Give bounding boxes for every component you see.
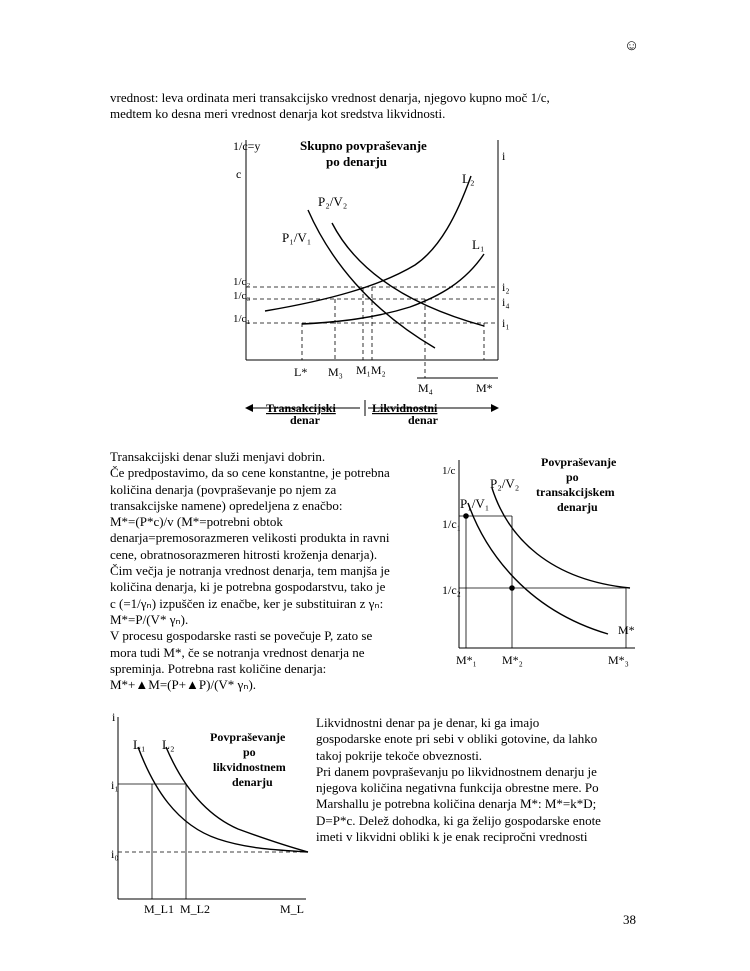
liquidity-money-paragraph <box>316 715 601 845</box>
figure-total-money-demand <box>0 0 750 440</box>
x-label-ml2: M_L2 <box>180 902 210 916</box>
intro-line: medtem ko desna meri vrednost denarja kot sredstva likvidnosti. <box>110 106 446 122</box>
para-line: Če predpostavimo, da so cene konstantne, je potrebna <box>110 465 390 481</box>
para-line: takoj pokrije tekoče obveznosti. <box>316 747 483 763</box>
para-line: Pri danem povpraševanju po likvidnostnem denarju je <box>316 763 597 779</box>
curve-label-l2: L₂ <box>162 737 175 752</box>
curve-p1v1 <box>308 210 435 348</box>
fig2-title: denarju <box>557 500 598 514</box>
para-line: c (=1/γₙ) izpuščen iz enačbe, ker je substituiran z γₙ: <box>110 595 384 611</box>
fig2-title: Povpraševanje <box>541 455 617 469</box>
para-line: Likvidnostni denar pa je denar, ki ga imajo <box>316 715 540 730</box>
fig3-title: denarju <box>232 775 273 789</box>
label-i4: i₄ <box>502 295 510 309</box>
fig1-title: po denarju <box>326 154 388 169</box>
label-1c2: 1/c₂ <box>233 276 251 288</box>
label-i1: i₁ <box>111 778 119 792</box>
fig2-title: transakcijskem <box>536 485 615 499</box>
liquidity-money-label: denar <box>408 413 438 427</box>
curve-p1v1 <box>468 503 608 634</box>
para-line: Transakcijski denar služi menjavi dobrin. <box>110 449 326 464</box>
y-left-label: 1/c=y <box>233 139 261 153</box>
curve-label-p2v2: P₂/V₂ <box>490 476 520 491</box>
curve-l1 <box>302 254 484 324</box>
label-1c3: 1/c₃ <box>233 290 251 302</box>
para-line: D=P*c. Delež dohodka, ki ga želijo gospodarske enote <box>316 812 601 828</box>
x-label-m1m2: M₁M₂ <box>356 363 386 377</box>
label-i1: i₁ <box>502 316 510 330</box>
para-line: M*+▲M=(P+▲P)/(V* γₙ). <box>110 677 257 693</box>
page-number: 38 <box>623 912 636 927</box>
x-label-m2: M*₂ <box>502 653 523 667</box>
curve-label-p2v2: P₂/V₂ <box>318 194 348 209</box>
label-1c1: 1/c₁ <box>233 313 251 325</box>
y-label: 1/c <box>442 465 456 477</box>
y-right-label: i <box>502 149 506 163</box>
x-label-ml1: M_L1 <box>144 902 174 916</box>
point-marker <box>509 585 515 591</box>
transaction-money-label: Transakcijski <box>266 401 336 415</box>
liquidity-money-label: Likvidnostni <box>372 401 438 415</box>
figure-liquidity-demand <box>108 707 318 929</box>
para-line: količina denarja, ki je potrebna gospodarstvu, tako je <box>110 579 386 595</box>
curve-label-l2: L₂ <box>462 171 475 186</box>
para-line: spreminja. Potrebna rast količine denarja: <box>110 660 327 676</box>
label-1c2: 1/c₂ <box>442 583 461 597</box>
figure-transaction-demand <box>430 448 650 680</box>
para-line: gospodarske enote pri sebi v obliki gotovine, da lahko <box>316 731 598 747</box>
fig3-title: po <box>243 745 256 759</box>
curve-label-l1: L₁ <box>133 737 146 752</box>
transaction-money-label: denar <box>290 413 320 427</box>
para-line: denarja=premosorazmeren velikosti produkta in ravni <box>110 530 390 546</box>
fig3-title: likvidnostnem <box>213 760 286 774</box>
point-marker <box>463 513 469 519</box>
x-label-m3: M₃ <box>328 365 343 379</box>
para-line: imeti v likvidni obliki k je enak recipročni vrednosti <box>316 829 588 845</box>
para-line: transakcijske namene) opredeljena z enačbo: <box>110 497 343 513</box>
para-line: količina denarja (povpraševanje po njem za <box>110 481 337 497</box>
label-mstar: M* <box>618 623 635 637</box>
guide-lines <box>459 516 626 648</box>
x-label-m4: M₄ <box>418 381 433 395</box>
para-line: mora tudi M*, če se notranja vrednost denarja ne <box>110 644 365 660</box>
curve-p2v2 <box>332 223 484 326</box>
label-i0: i₀ <box>111 847 119 861</box>
transaction-money-paragraph <box>110 449 390 693</box>
para-line: V procesu gospodarske rasti se povečuje P, zato se <box>110 628 373 644</box>
para-line: Čim večja je notranja vrednost denarja, tem manjša je <box>110 563 390 579</box>
curve-label-l1: L₁ <box>472 237 485 252</box>
x-label-m1: M*₁ <box>456 653 477 667</box>
label-i2: i₂ <box>502 280 510 294</box>
para-line: njegova količina negativna funkcija obrestne mere. Po <box>316 780 599 796</box>
y-label: i <box>112 710 116 724</box>
para-line: M*=(P*c)/v (M*=potrebni obtok <box>110 514 283 530</box>
x-label-mstar: M* <box>476 381 493 395</box>
para-line: Marshallu je potrebna količina denarja M*: M*=k*D; <box>316 796 597 812</box>
x-label-lstar: L* <box>294 365 308 379</box>
smiley-icon: ☺ <box>624 38 640 54</box>
curve-label-p1v1: P₁/V₁ <box>460 496 490 511</box>
intro-line: vrednost: leva ordinata meri transakcijsko vrednost denarja, njegovo kupno moč 1/c, <box>110 90 550 105</box>
label-1c1: 1/c₁ <box>442 517 461 531</box>
y-left-c: c <box>236 167 242 181</box>
fig2-title: po <box>566 470 579 484</box>
fig1-title: Skupno povpraševanje <box>300 138 427 153</box>
x-label-ml: M_L <box>280 902 304 916</box>
x-label-m3: M*₃ <box>608 653 629 667</box>
curve-label-p1v1: P₁/V₁ <box>282 230 312 245</box>
fig3-title: Povpraševanje <box>210 730 286 744</box>
para-line: M*=P/(V* γₙ). <box>110 611 189 627</box>
para-line: cene, obratnosorazmeren hitrosti kroženja denarja). <box>110 546 378 562</box>
